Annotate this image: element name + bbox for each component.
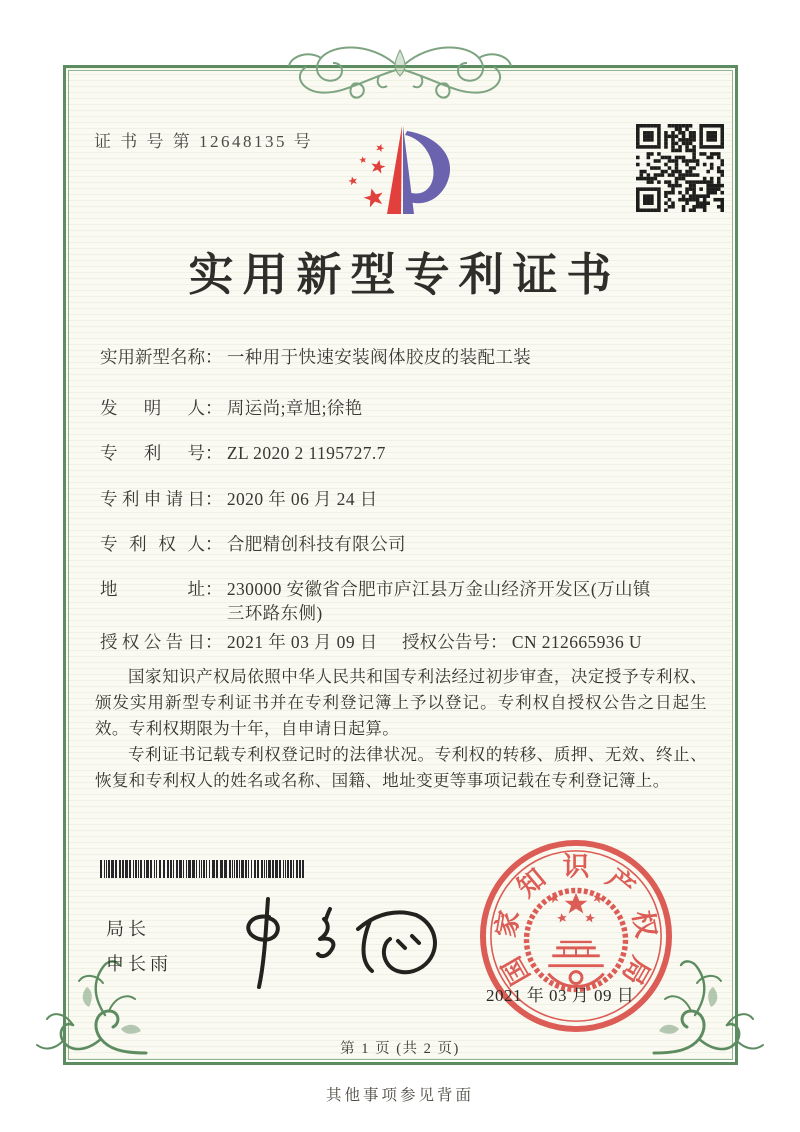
certificate-title: 实用新型专利证书 [188,250,621,300]
field-row-inventors: 发明人： 周运尚;章旭;徐艳 [100,398,363,418]
svg-text:产: 产 [600,862,641,903]
field-row-name: 实用新型名称： 一种用于快速安装阀体胶皮的装配工装 [100,347,532,367]
svg-text:局: 局 [616,951,656,990]
field-label: 授权公告号 [402,632,490,652]
svg-text:权: 权 [627,908,662,940]
signer-name: 申长雨 [106,954,172,974]
signer-title: 局长 [106,919,150,939]
field-label: 地址 [100,579,205,599]
certificate-number: 证 书 号 第 12648135 号 [94,132,314,151]
field-row-filing-date: 专利申请日： 2020 年 06 月 24 日 [100,489,378,509]
field-label: 发明人 [100,398,205,418]
qr-code [636,124,724,212]
back-side-note: 其他事项参见背面 [325,1087,474,1104]
field-label: 授权公告日 [100,632,205,652]
field-row-address: 地址： 230000 安徽省合肥市庐江县万金山经济开发区(万山镇三环路东侧) [100,577,663,625]
barcode [100,860,306,878]
field-value: CN 212665936 U [511,632,642,652]
svg-text:国: 国 [496,951,536,990]
field-label: 专利申请日 [100,489,205,509]
field-value: ZL 2020 2 1195727.7 [226,443,386,463]
legal-text [95,664,707,794]
page-number: 第 1 页 (共 2 页) [340,1041,460,1057]
field-value: 2020 年 06 月 24 日 [226,489,378,509]
field-label: 实用新型名称 [100,347,205,367]
svg-text:家: 家 [490,908,525,940]
field-row-patentee: 专利权人： 合肥精创科技有限公司 [100,534,406,554]
field-value: 230000 安徽省合肥市庐江县万金山经济开发区(万山镇三环路东侧) [226,579,651,623]
field-row-patent-no: 专利号： ZL 2020 2 1195727.7 [100,443,386,463]
patent-office-logo-icon [335,110,470,238]
field-value: 合肥精创科技有限公司 [226,534,406,554]
legal-paragraph-2: 专利证书记载专利权登记时的法律状况。专利权的转移、质押、无效、终止、恢复和专利权人的姓名或名称、国籍、地址变更等事项记载在专利登记簿上。 [95,745,707,790]
field-row-grant: 授权公告日： 2021 年 03 月 09 日 授权公告号： CN 212665936 U [100,632,642,652]
legal-paragraph-1: 国家知识产权局依照中华人民共和国专利法经过初步审查，决定授予专利权、颁发实用新型专利证书并在专利登记簿上予以登记。专利权自授权公告之日起生效。专利权期限为十年，自申请日起算。 [95,667,707,738]
field-pair-grant-number: 授权公告号： CN 212665936 U [402,632,642,652]
field-value: 2021 年 03 月 09 日 [226,632,378,652]
field-value: 一种用于快速安装阀体胶皮的装配工装 [226,347,532,367]
field-value: 周运尚;章旭;徐艳 [226,398,363,418]
signature-handwriting-icon [212,885,452,995]
top-scroll-ornament-icon [283,34,517,108]
svg-text:识: 识 [562,851,590,882]
seal-date: 2021 年 03 月 09 日 [486,986,635,1005]
field-label: 专利权人 [100,534,205,554]
svg-text:知: 知 [511,862,552,903]
field-label: 专利号 [100,443,205,463]
